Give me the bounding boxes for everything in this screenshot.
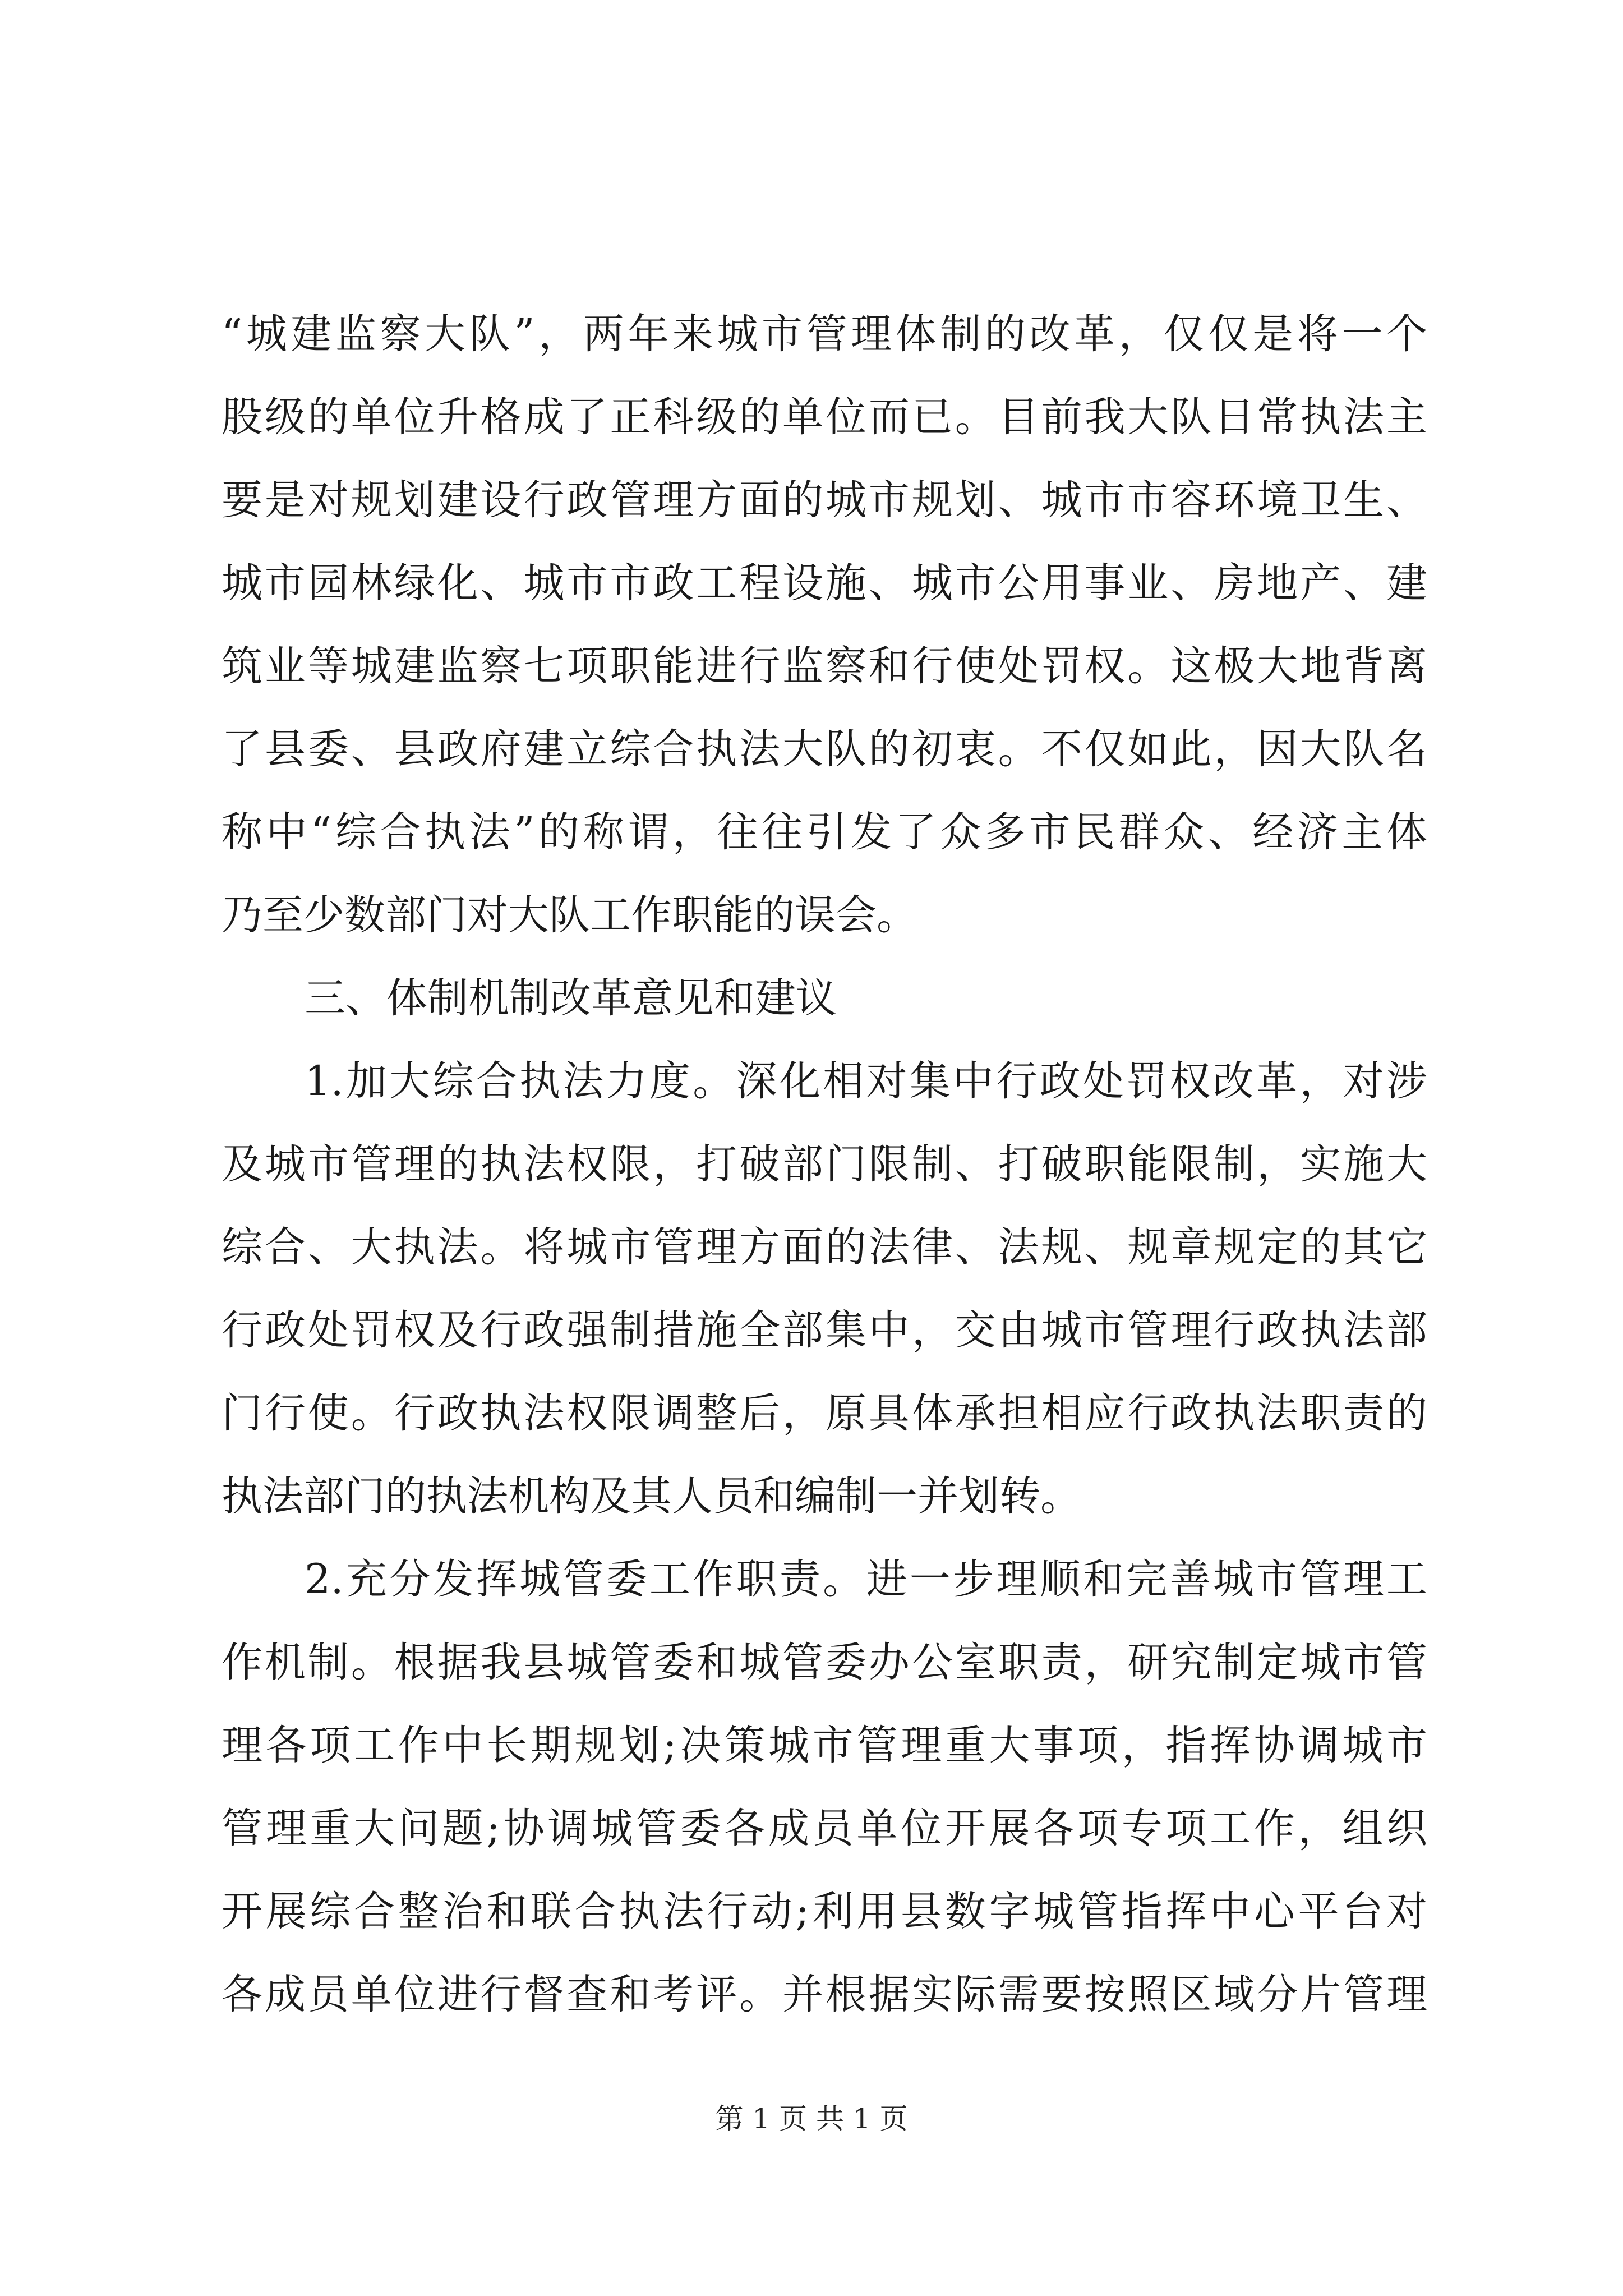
text-line: 执法部门的执法机构及其人员和编制一并划转。 bbox=[222, 1473, 1081, 1520]
page-footer: 第 1 页 共 1 页 bbox=[715, 2102, 908, 2135]
text-line: 各成员单位进行督查和考评。并根据实际需要按照区域分片管理 bbox=[222, 1971, 1427, 2018]
text-line: 城市园林绿化、城市市政工程设施、城市公用事业、房地产、建 bbox=[222, 559, 1427, 607]
text-line: 筑业等城建监察七项职能进行监察和行使处罚权。这极大地背离 bbox=[222, 642, 1427, 690]
text-line: 理各项工作中长期规划;决策城市管理重大事项，指挥协调城市 bbox=[222, 1722, 1427, 1769]
paragraph-first-line: 2.充分发挥城管委工作职责。进一步理顺和完善城市管理工 bbox=[305, 1556, 1427, 1603]
text-line: 管理重大问题;协调城管委各成员单位开展各项专项工作，组织 bbox=[222, 1805, 1427, 1852]
paragraph-first-line: 三、体制机制改革意见和建议 bbox=[305, 974, 837, 1022]
text-line: “城建监察大队”，两年来城市管理体制的改革，仅仅是将一个 bbox=[222, 310, 1427, 358]
paragraph-first-line: 1.加大综合执法力度。深化相对集中行政处罚权改革，对涉 bbox=[305, 1057, 1427, 1105]
text-line: 门行使。行政执法权限调整后，原具体承担相应行政执法职责的 bbox=[222, 1389, 1427, 1437]
text-line: 乃至少数部门对大队工作职能的误会。 bbox=[222, 891, 917, 939]
text-line: 行政处罚权及行政强制措施全部集中，交由城市管理行政执法部 bbox=[222, 1306, 1427, 1354]
text-line: 开展综合整治和联合执法行动;利用县数字城管指挥中心平台对 bbox=[222, 1888, 1427, 1935]
document-body bbox=[222, 293, 1427, 2036]
text-line: 称中“综合执法”的称谓，往往引发了众多市民群众、经济主体 bbox=[222, 808, 1427, 856]
text-line: 及城市管理的执法权限，打破部门限制、打破职能限制，实施大 bbox=[222, 1140, 1427, 1188]
text-line: 股级的单位升格成了正科级的单位而已。目前我大队日常执法主 bbox=[222, 393, 1427, 441]
text-line: 作机制。根据我县城管委和城管委办公室职责，研究制定城市管 bbox=[222, 1639, 1427, 1686]
text-line: 要是对规划建设行政管理方面的城市规划、城市市容环境卫生、 bbox=[222, 476, 1427, 524]
text-line: 了县委、县政府建立综合执法大队的初衷。不仅如此，因大队名 bbox=[222, 725, 1427, 773]
text-line: 综合、大执法。将城市管理方面的法律、法规、规章规定的其它 bbox=[222, 1223, 1427, 1271]
